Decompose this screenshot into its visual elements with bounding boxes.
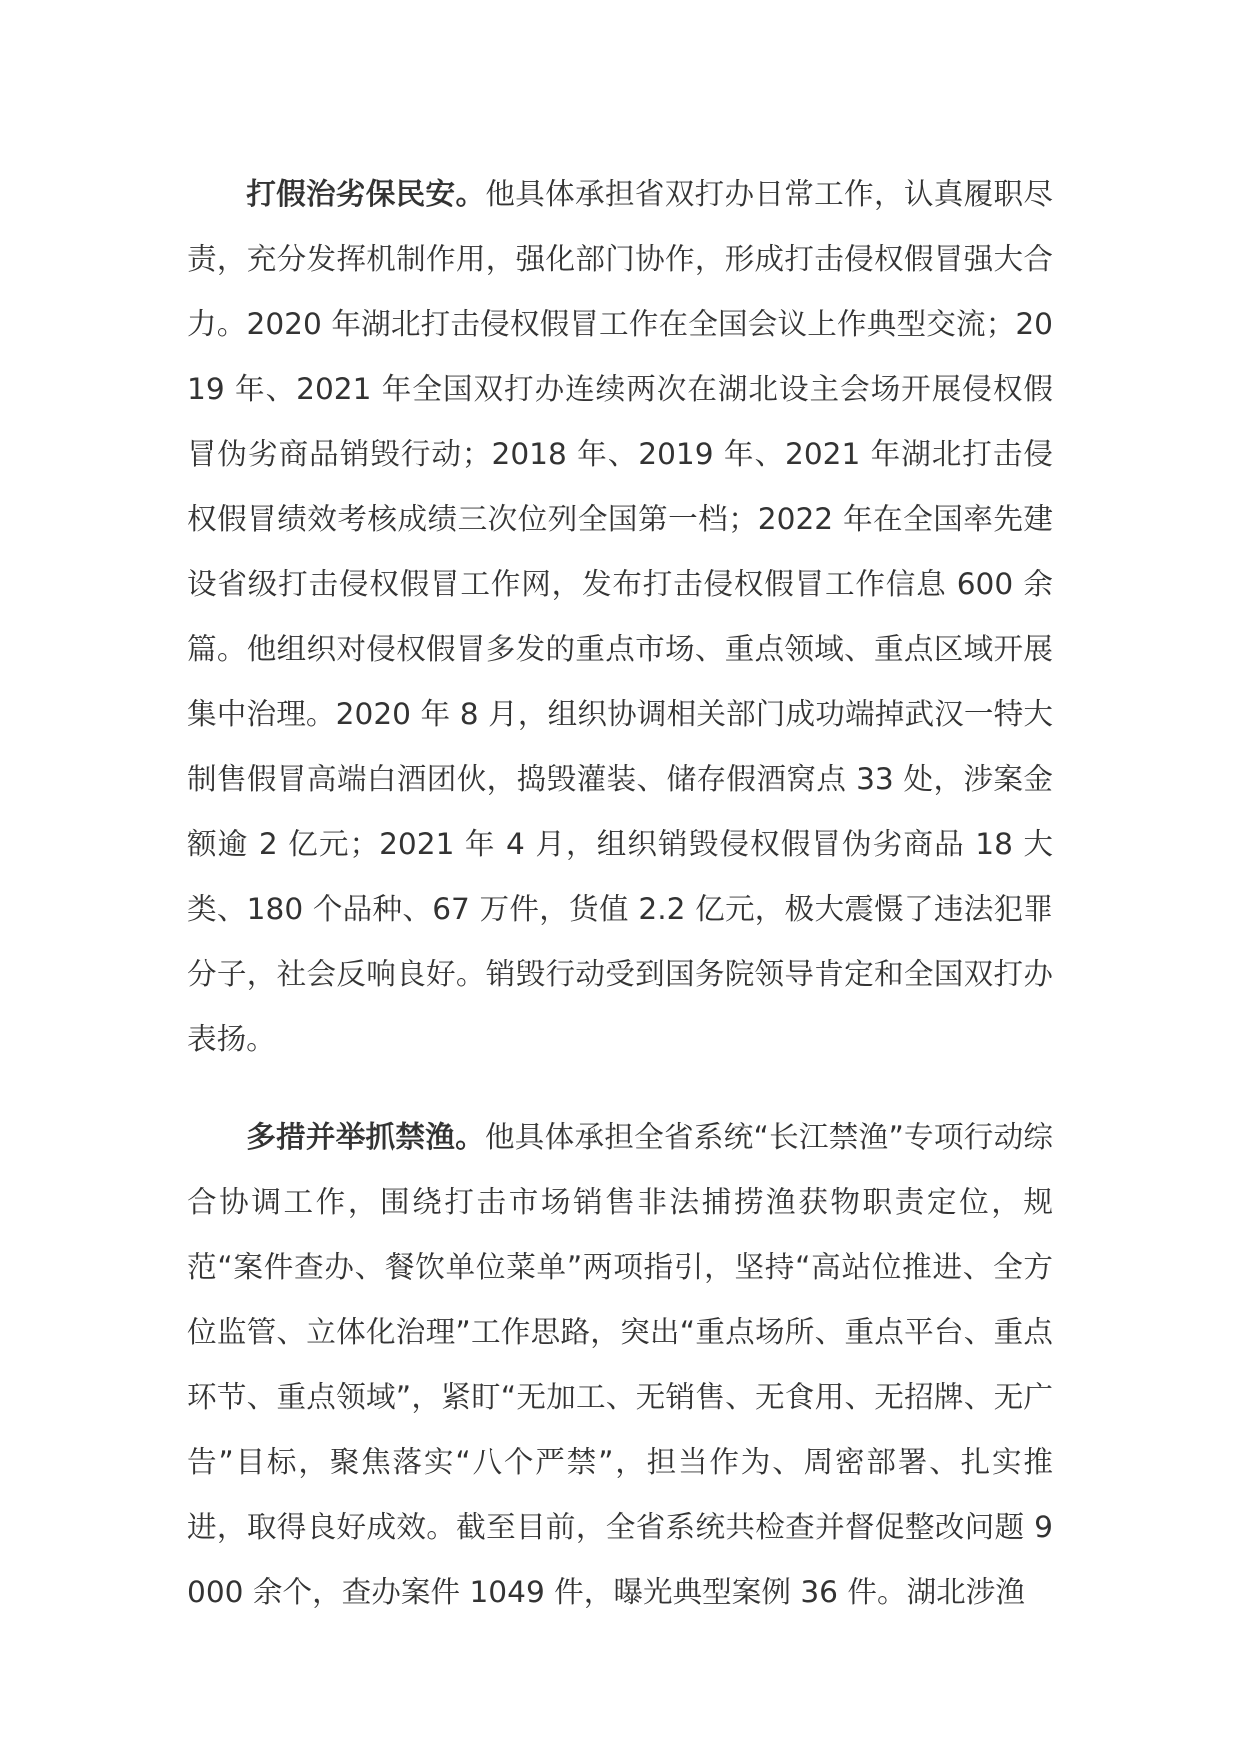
document-body [187, 162, 1053, 1625]
paragraph-body-text: 他具体承担省双打办日常工作，认真履职尽责，充分发挥机制作用，强化部门协作，形成打击侵权假冒强大合力。2020 年湖北打击侵权假冒工作在全国会议上作典型交流；2019 年、2021 年全国双打办连续两次在湖北设主会场开展侵权假冒伪劣商品销毁行动；2018 年、2019 年、2021 年湖北打击侵权假冒绩效考核成绩三次位列全国第一档；2022 年在全国率先建设省级打击侵权假冒工作网，发布打击侵权假冒工作信息 600 余篇。他组织对侵权假冒多发的重点市场、重点领域、重点区域开展集中治理。2020 年 8 月，组织协调相关部门成功端掉武汉一特大制售假冒高端白酒团伙，捣毁灌装、储存假酒窝点 33 处，涉案金额逾 2 亿元；2021 年 4 月，组织销毁侵权假冒伪劣商品 18 大类、180 个品种、67 万件，货值 2.2 亿元，极大震慑了违法犯罪分子，社会反响良好。销毁行动受到国务院领导肯定和全国双打办表扬。 [187, 177, 1054, 1056]
paragraph-anti-counterfeiting [187, 162, 1053, 1072]
paragraph-fishing-ban [187, 1105, 1053, 1625]
paragraph-lead-heading: 多措并举抓禁渔。 [246, 1120, 485, 1154]
paragraph-lead-heading: 打假治劣保民安。 [246, 177, 486, 211]
paragraph-body-text: 他具体承担全省系统“长江禁渔”专项行动综合协调工作，围绕打击市场销售非法捕捞渔获物职责定位，规范“案件查办、餐饮单位菜单”两项指引，坚持“高站位推进、全方位监管、立体化治理”工作思路，突出“重点场所、重点平台、重点环节、重点领域”，紧盯“无加工、无销售、无食用、无招牌、无广告”目标，聚焦落实“八个严禁”，担当作为、周密部署、扎实推进，取得良好成效。截至目前，全省系统共检查并督促整改问题 9000 余个，查办案件 1049 件，曝光典型案例 36 件。湖北涉渔 [187, 1120, 1054, 1609]
